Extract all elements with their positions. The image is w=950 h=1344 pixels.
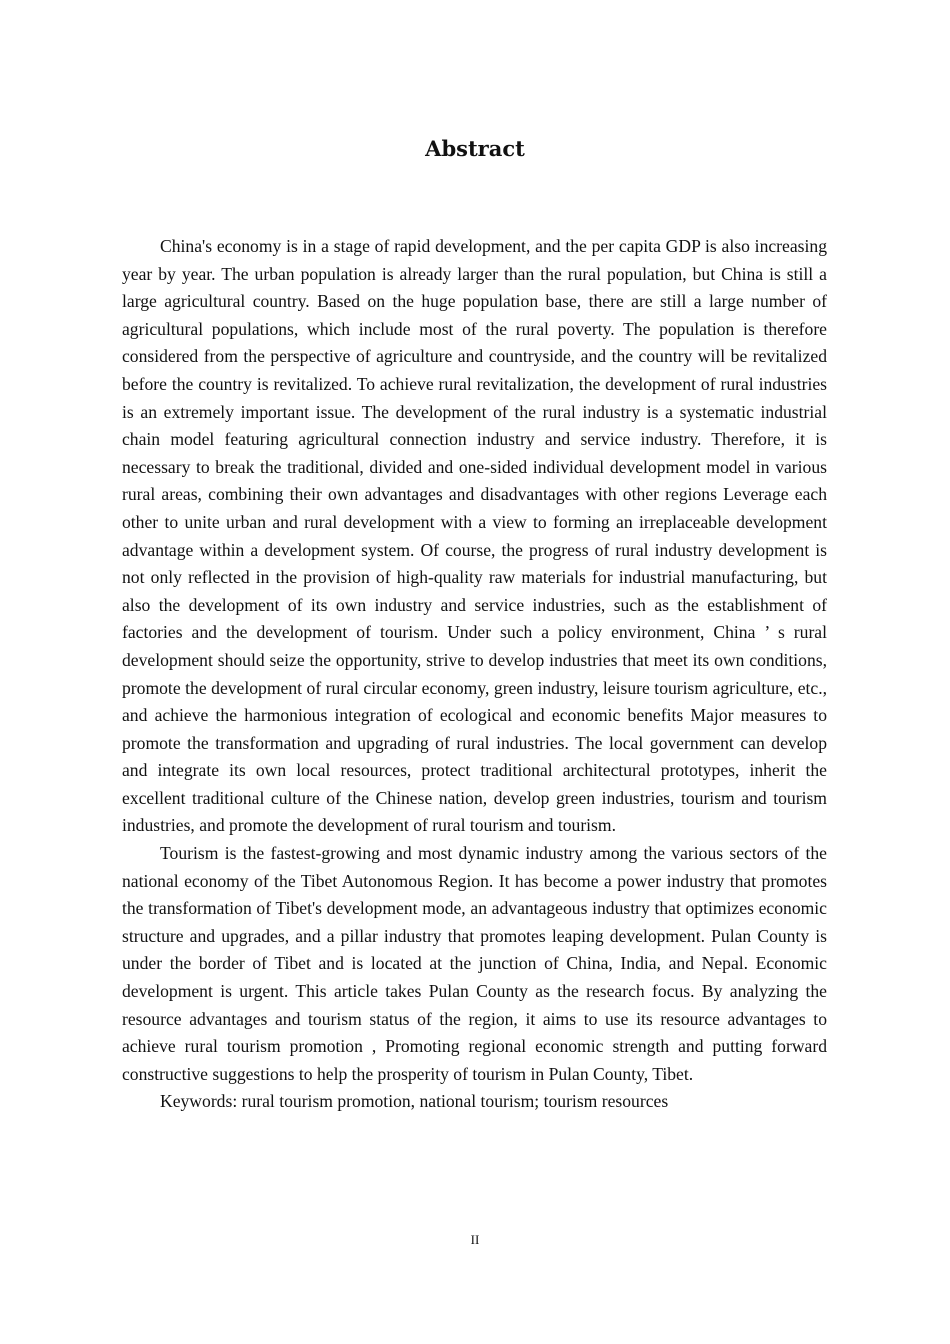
keywords-line: Keywords: rural tourism promotion, national tourism; tourism resources (160, 1091, 669, 1112)
abstract-body (122, 233, 827, 1116)
page-title: Abstract (425, 136, 525, 161)
page-number: II (470, 1232, 480, 1247)
abstract-paragraph-1: China's economy is in a stage of rapid development, and the per capita GDP is also increasing year by year. The urban population is already larger than the rural population, but China is still a large agricultural country. Based on the huge population base, there are still a large number of agricultural populations, which include most of the rural poverty. The population is therefore considered from the perspective of agriculture and countryside, and the country will be revitalized before the country is revitalized. To achieve rural revitalization, the development of rural industries is an extremely important issue. The development of the rural industry is a systematic industrial chain model featuring agricultural connection industry and service industry. Therefore, it is necessary to break the traditional, divided and one-sided individual development model in various rural areas, combining their own advantages and disadvantages with other regions Leverage each other to unite urban and rural development with a view to forming an irreplaceable development advantage within a development system. Of course, the progress of rural industry development is not only reflected in the provision of high-quality raw materials for industrial manufacturing, but also the development of its own industry and service industries, such as the establishment of factories and the development of tourism. Under such a policy environment, China ’ s rural development should seize the opportunity, strive to develop industries that meet its own conditions, promote the development of rural circular economy, green industry, leisure tourism agriculture, etc., and achieve the harmonious integration of ecological and economic benefits Major measures to promote the transformation and upgrading of rural industries. The local government can develop and integrate its own local resources, protect traditional architectural prototypes, inherit the excellent traditional culture of the Chinese nation, develop green industries, tourism and tourism industries, and promote the development of rural tourism and tourism. (122, 236, 827, 836)
abstract-paragraph-2: Tourism is the fastest-growing and most dynamic industry among the various sectors of the national economy of the Tibet Autonomous Region. It has become a power industry that promotes the transformation of Tibet's development mode, an advantageous industry that optimizes economic structure and upgrades, and a pillar industry that promotes leaping development. Pulan County is under the border of Tibet and is located at the junction of China, India, and Nepal. Economic development is urgent. This article takes Pulan County as the research focus. By analyzing the resource advantages and tourism status of the region, it aims to use its resource advantages to achieve rural tourism promotion , Promoting regional economic strength and putting forward constructive suggestions to help the prosperity of tourism in Pulan County, Tibet. (122, 843, 827, 1084)
